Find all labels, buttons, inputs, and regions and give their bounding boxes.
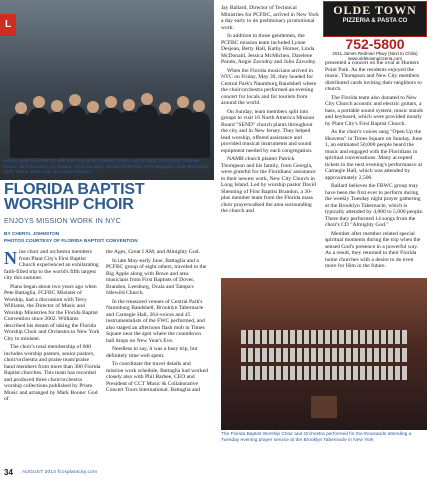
ad-address-line1: 2011 James Redman Pkwy (Next to Chilis) bbox=[332, 51, 418, 56]
ad-logo bbox=[323, 1, 427, 37]
paragraph: Member after member related special spiritual moments during the trip when the sensed God's presence in a powerful way. As a result, they returned to their Florida home churches with a desire to do even more for Him in the future. bbox=[325, 230, 421, 269]
choir-row bbox=[241, 366, 407, 380]
ad-name-line1: OLDE TOWN bbox=[333, 3, 417, 17]
page-number: 34 bbox=[4, 468, 13, 477]
article-title: FLORIDA BAPTIST WORSHIP CHOIR bbox=[4, 181, 145, 213]
choir-row bbox=[241, 330, 407, 344]
ad-address bbox=[323, 51, 427, 61]
ad-website: www.oldetownpizzeria.com bbox=[347, 56, 403, 61]
photo-bottom-caption: The Florida Baptist Worship Choir and Orchestra performed for the thousands attending a Tuesday evening prayer service at the Brooklyn Tabernacle in New York bbox=[221, 432, 412, 443]
choir-row bbox=[241, 348, 407, 362]
ad-phone: 752-5800 bbox=[345, 36, 405, 52]
photo-top-caption: Mission team from FBCPC with their host at the Gallery Church. Left to Right: Jack Smith, Darlene Pondo, John Zavodny, Jay Ballard, Angie Zavodny, Jessica McMichen, Pete Battaglia, Linda McDonald, Kathy Horne, Betty Hall, and Lynne Desjean. bbox=[3, 158, 210, 175]
photo-people-group bbox=[10, 98, 206, 158]
paragraph: When the Florida musicians arrived in NYC on Friday, May 30, they headed for Central Park's Naumburg Bandshell where the choir/orchestra performed an evening concert for locals and for tourists from around the world. bbox=[221, 67, 317, 106]
paragraph: On Sunday, team members split into groups to visit 16 North America Mission Board "SEND" church plants throughout the city and in New Jersey. They helped lead worship, offered assistance and provided musical instruments and sound equipment needed by each congregation. bbox=[221, 108, 315, 154]
body-column-3 bbox=[221, 5, 319, 275]
pizzeria-ad[interactable] bbox=[323, 0, 427, 61]
paragraph: Plans began about two years ago when Pete Battaglia, FCFBC Minister of Worship, had a discussion with Terry Williams, the Director of Music and Worship Ministries for the Florida Baptist Convention since 2002. Williams described his dream of taking the Florida Worship Choir and Orchestra to New York City to minister. bbox=[4, 283, 100, 342]
ad-name-line2: PIZZERIA & PASTA CO bbox=[342, 18, 408, 24]
paragraph: The choir's total membership of 600 includes worship pastors, senior pastors, choir/orchestra and praise team/praise band members from more than 300 Florida Baptist churches. This team has recorded and produced three choir/orchestra worship collections published by Prism Music and arranged by Mark Boone: God of bbox=[4, 344, 101, 402]
paragraph: presented a concert on the oval at Hunters Point Park. As the residents enjoyed the music, Thompson and New City members distributed cards inviting their neighbors to church. bbox=[325, 60, 422, 92]
paragraph: To coordinate the travel details and mission work schedule, Battaglia had worked closely also with Phil Barbee, CEO and President of CCT Music & Collaborative Concert Tours International. Battaglia and bbox=[106, 361, 208, 393]
photo-person bbox=[188, 112, 210, 158]
paragraph: ine choir and orchestra members from Plant City's First Baptist Church experienced an exhilarating faith-filled trip to the world's fifth largest city this summer. bbox=[4, 249, 99, 281]
pulpit bbox=[311, 396, 337, 418]
byline-photos: PHOTOS COURTESY OF FLORIDA BAPTIST CONVENTION bbox=[4, 238, 138, 244]
paragraph: Needless to say, it was a busy trip, but definitely time well spent. bbox=[106, 346, 198, 359]
paragraph: In late May-early June, Battaglia and a PCFBC group of eight others, traveled to the Big Apple along with Bowe and area musicians from First Baptists of Dover, Brandon, Leesburg, Ocala and Tampa's Idlewild Church. bbox=[106, 257, 207, 296]
article-subtitle: ENJOYS MISSION WORK IN NYC bbox=[4, 216, 122, 225]
paragraph: In addition to those gentlemen, the PCFBC mission team included Lynne Desjean, Betty Hall, Kathy Horner, Linda McDonald, Jessica McMichen, Darelene Pondo, Angie Zavodny and John Zavodny. bbox=[221, 33, 317, 65]
page-footer bbox=[4, 467, 218, 478]
paragraph: NAMB church planter Patrick Thompson and his family, from Georgia, were grateful for the Floridians' assistance to their newest work, New City Church in Long Island. Led by worship pastor David Shenning of First Baptist Brandon, a 30-plus member team from the Florida mass choir prayerwalked the area surrounding the church and bbox=[221, 156, 316, 214]
paragraph: The Florida team also donated to New City Church acoustic and electric guitars, a bass, a portable sound system, music stands and keyboard, which were provided mostly by Plant City's First Baptist Church. bbox=[325, 94, 423, 127]
body-column-4 bbox=[325, 60, 424, 275]
choir-performance-photo bbox=[221, 278, 427, 430]
section-tab: L bbox=[0, 14, 16, 36]
footer-text: AUGUST 2014 fccsplantcity.com bbox=[22, 470, 98, 475]
choir-rows bbox=[241, 330, 407, 400]
body-column-1 bbox=[4, 249, 101, 467]
drop-cap: N bbox=[4, 249, 17, 268]
paragraph: In the treasured venues of Central Park's Naumburg Bandshell, Brooklyn Tabernacle and Carnegie Hall, 264-voices and 45 instrumentalists of the FWC performed, and also staged an afternoon flash mob in Times Square near the spot where the countdown ball drops on New Year's Eve. bbox=[106, 298, 205, 344]
byline-author: BY CHERYL JOHNSTON bbox=[4, 232, 60, 237]
paragraph: Jay Ballard, Director of Technical Ministries for PCFBC, arrived in New York a day early to do preliminary promotional work. bbox=[221, 5, 319, 31]
byline bbox=[4, 232, 214, 245]
paragraph: As the choir's voices sang "Open Up the Heavens" in Times Square on Sunday, June 1, an estimated 50,000 people heard the music and engaged with the Floridians in spiritual conversations. Many accepted tickets to the next evening's performance at Carnegie Hall, which was attended by approximately 2,500. bbox=[325, 129, 423, 181]
paragraph: the Ages, Great I AM, and Almighty God. bbox=[106, 249, 200, 255]
body-column-2 bbox=[106, 249, 208, 467]
mission-team-photo bbox=[0, 0, 214, 180]
paragraph: Ballard believes the FBWC group may have been the first ever to perform during the weekly Tuesday night prayer gathering at the Brooklyn Tabernacle, which is typically attended by 4,000 to 5,000 people. There they performed 14 songs from the choir's CD "Almighty God." bbox=[325, 183, 424, 228]
